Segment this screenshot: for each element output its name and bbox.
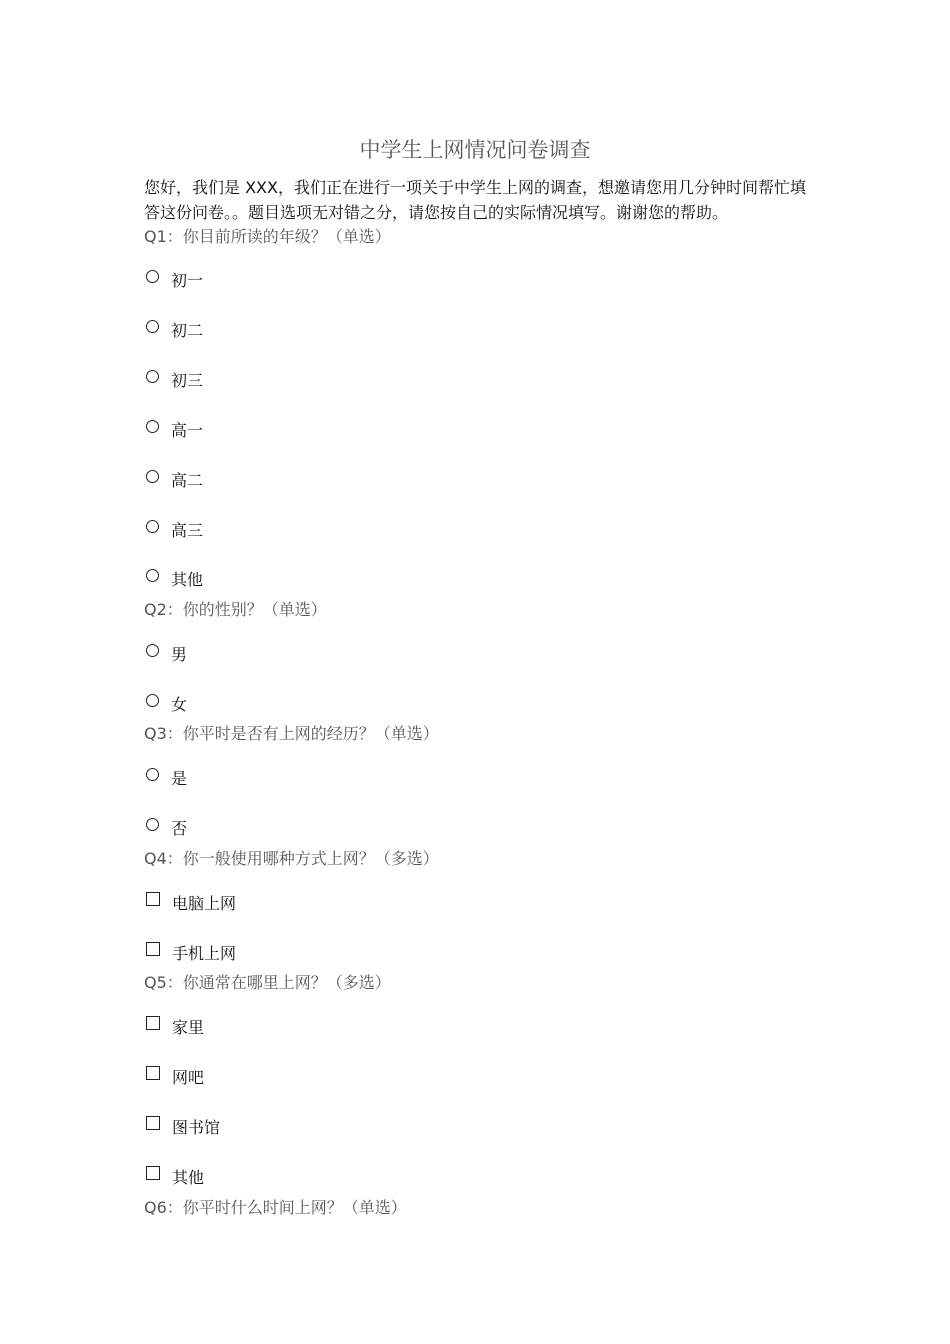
option-q1-4[interactable] xyxy=(146,417,203,441)
option-q4-1[interactable] xyxy=(146,890,236,914)
option-q5-3[interactable] xyxy=(146,1114,220,1138)
question-label-q6: Q6：你平时什么时间上网？（单选） xyxy=(144,1198,407,1217)
option-q5-2[interactable] xyxy=(146,1064,204,1088)
checkbox-square-icon[interactable] xyxy=(146,1016,160,1030)
option-label: 初二 xyxy=(171,320,204,340)
option-label: 女 xyxy=(171,694,188,714)
question-label-q2: Q2：你的性别？（单选） xyxy=(144,600,327,619)
option-label: 男 xyxy=(171,644,188,664)
radio-circle-icon[interactable] xyxy=(146,569,159,582)
radio-circle-icon[interactable] xyxy=(146,470,159,483)
option-label: 高一 xyxy=(171,420,204,440)
option-label: 网吧 xyxy=(172,1067,205,1087)
option-label: 高三 xyxy=(171,520,204,540)
checkbox-square-icon[interactable] xyxy=(146,892,160,906)
option-q1-5[interactable] xyxy=(146,467,203,491)
option-q4-2[interactable] xyxy=(146,940,236,964)
option-label: 高二 xyxy=(171,470,204,490)
option-q5-1[interactable] xyxy=(146,1014,204,1038)
option-q5-4[interactable] xyxy=(146,1164,204,1188)
question-label-q1: Q1：你目前所读的年级？（单选） xyxy=(144,227,391,246)
radio-circle-icon[interactable] xyxy=(146,520,159,533)
question-label-q4: Q4：你一般使用哪种方式上网？（多选） xyxy=(144,849,439,868)
checkbox-square-icon[interactable] xyxy=(146,1116,160,1130)
option-label: 手机上网 xyxy=(172,943,237,963)
checkbox-square-icon[interactable] xyxy=(146,1066,160,1080)
question-label-q5: Q5：你通常在哪里上网？（多选） xyxy=(144,973,391,992)
radio-circle-icon[interactable] xyxy=(146,420,159,433)
option-q1-6[interactable] xyxy=(146,517,203,541)
option-label: 家里 xyxy=(172,1017,205,1037)
radio-circle-icon[interactable] xyxy=(146,818,159,831)
option-q2-2[interactable] xyxy=(146,691,187,715)
option-q1-7[interactable] xyxy=(146,566,203,590)
option-label: 初三 xyxy=(171,370,204,390)
option-q3-1[interactable] xyxy=(146,765,187,789)
checkbox-square-icon[interactable] xyxy=(146,942,160,956)
radio-circle-icon[interactable] xyxy=(146,768,159,781)
option-label: 其他 xyxy=(171,569,204,589)
option-label: 电脑上网 xyxy=(172,893,237,913)
page-title: 中学生上网情况问卷调查 xyxy=(359,138,591,162)
intro-paragraph: 您好，我们是 XXX，我们正在进行一项关于中学生上网的调查，想邀请您用几分钟时间帮忙填答这份问卷。。题目选项无对错之分，请您按自己的实际情况填写。谢谢您的帮助。 xyxy=(144,178,806,222)
option-q2-1[interactable] xyxy=(146,641,187,665)
option-q1-3[interactable] xyxy=(146,367,203,391)
option-label: 其他 xyxy=(172,1167,205,1187)
radio-circle-icon[interactable] xyxy=(146,644,159,657)
checkbox-square-icon[interactable] xyxy=(146,1166,160,1180)
option-label: 是 xyxy=(171,768,188,788)
option-label: 初一 xyxy=(171,270,204,290)
question-label-q3: Q3：你平时是否有上网的经历？（单选） xyxy=(144,724,439,743)
radio-circle-icon[interactable] xyxy=(146,320,159,333)
radio-circle-icon[interactable] xyxy=(146,694,159,707)
option-q1-2[interactable] xyxy=(146,317,203,341)
option-label: 图书馆 xyxy=(172,1117,221,1137)
radio-circle-icon[interactable] xyxy=(146,370,159,383)
radio-circle-icon[interactable] xyxy=(146,270,159,283)
option-q1-1[interactable] xyxy=(146,267,203,291)
option-label: 否 xyxy=(171,818,188,838)
option-q3-2[interactable] xyxy=(146,815,187,839)
